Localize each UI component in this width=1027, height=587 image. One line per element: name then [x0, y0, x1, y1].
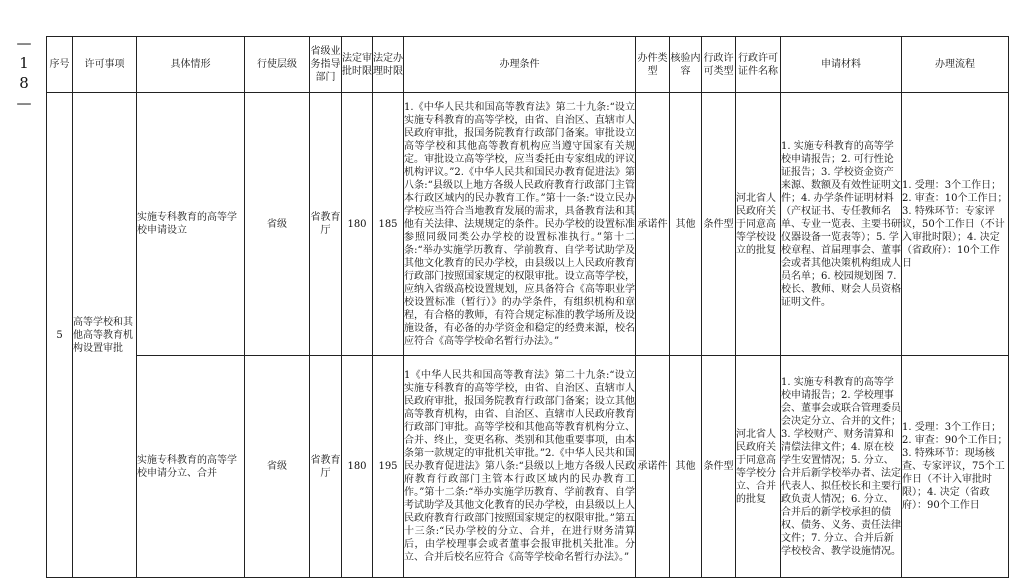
type-cell: 承诺件 [636, 93, 670, 356]
process-cell: 1. 受理：3个工作日；2. 审查：10个工作日；3. 特殊环节：专家评议，50个工作日（不计入审批时限）；4. 决定（省政府）：10个工作日 [902, 93, 1009, 356]
header-verify: 核验内容 [670, 37, 702, 93]
type-cell: 承诺件 [636, 356, 670, 578]
level-cell: 省级 [245, 93, 310, 356]
table-row [47, 356, 1009, 578]
header-legal-limit: 法定审批时限 [342, 37, 373, 93]
table-row [47, 93, 1009, 356]
item-cell: 高等学校和其他高等教育机构设置审批 [73, 93, 137, 578]
conditions-cell: 1.《中华人民共和国高等教育法》第二十九条:“设立实施专科教育的高等学校，由省、自治区、直辖市人民政府审批，报国务院教育行政部门备案。审批设立高等学校和其他高等教育机构应当遵守国家有关规定。审批设立高等学校，应当委托由专家组成的评议机构评议。”2.《中华人民共和国民办教育促进法》第八条:“县级以上地方各级人民政府教育行政部门主管本行政区域内的民办教育工作。”第十一条:“设立民办学校应当符合当地教育发展的需求，具备教育法和其他有关法律、法规规定的条件。民办学校的设置标准参照同级同类公办学校的设置标准执行。”第十二条:“举办实施学历教育、学前教育、自学考试助学及其他文化教育的民办学校，由县级以上人民政府教育行政部门按照国家规定的权限审批。设立高等学校，应纳入省级高校设置规划，应具备符合《高等职业学校设置标准（暂行）》的办学条件，有组织机构和章程，有合格的教师，有符合规定标准的教学场所及设施设备，有必备的办学资金和稳定的经费来源，校名应符合《高等学校命名暂行办法》。” [404, 93, 636, 356]
header-guide-dept: 省级业务指导部门 [310, 37, 342, 93]
header-type: 办件类型 [636, 37, 670, 93]
legal-limit-cell: 180 [342, 356, 373, 578]
verify-cell: 其他 [670, 93, 702, 356]
cert-cell: 河北省人民政府关于同意高等学校设立的批复 [736, 93, 781, 356]
process-cell: 1. 受理：3个工作日；2. 审查：90个工作日；3. 特殊环节：现场核查、专家评议，75个工作日（不计入审批时限）；4. 决定（省政府）：90个工作日 [902, 356, 1009, 578]
header-seq: 序号 [47, 37, 73, 93]
verify-cell: 其他 [670, 356, 702, 578]
conditions-cell: 1《中华人民共和国高等教育法》第二十九条:“设立实施专科教育的高等学校，由省、自治区、直辖市人民政府审批，报国务院教育行政部门备案；设立其他高等教育机构，由省、自治区、直辖市人民政府教育行政部门审批。高等学校和其他高等教育机构分立、合并、终止，变更名称、类别和其他重要事项，由本条第一款规定的审批机关审批。”2.《中华人民共和国民办教育促进法》第八条:“县级以上地方各级人民政府教育行政部门主管本行政区域内的民办教育工作。”第十二条:“举办实施学历教育、学前教育、自学考试助学及其他文化教育的民办学校，由县级以上人民政府教育行政部门按照国家规定的权限审批。”第五十三条:“民办学校的分立、合并，在进行财务清算后，由学校理事会或者董事会报审批机关批准。分立、合并后校名应符合《高等学校命名暂行办法》。” [404, 356, 636, 578]
header-cert-name: 行政许可证件名称 [736, 37, 781, 93]
header-level: 行使层级 [245, 37, 310, 93]
materials-cell: 1. 实施专科教育的高等学校申请报告；2. 学校理事会、董事会或联合管理委员会决定分立、合并的文件；3. 学校财产、财务清算和清偿法律文件；4. 原在校学生安置情况；5. 分立、合并后新学校举办者、法定代表人、拟任校长和主要行政负责人情况；6. 分立、合并后的新学校承担的债权、债务、义务、责任法律文件；7. 分立、合并后新学校校舍、教学设施情况。 [781, 356, 902, 578]
permit-table [46, 36, 1009, 578]
header-materials: 申请材料 [781, 37, 902, 93]
actual-limit-cell: 185 [373, 93, 404, 356]
materials-cell: 1. 实施专科教育的高等学校申请报告；2. 可行性论证报告；3. 学校资金资产来源、数额及有效性证明文件；4. 办学条件证明材料（产权证书、专任教师名单、专业一览表、主要书研仪器设备一览表等）；5. 学校章程、首届理事会、董事会或者其他决策机构组成人员名单；6. 校园规划图 7. 校长、教师、财会人员资格证明文件。 [781, 93, 902, 356]
actual-limit-cell: 195 [373, 356, 404, 578]
dept-cell: 省教育厅 [310, 356, 342, 578]
header-conditions: 办理条件 [404, 37, 636, 93]
header-process: 办理流程 [902, 37, 1009, 93]
header-admin-type: 行政许可类型 [702, 37, 736, 93]
situation-cell: 实施专科教育的高等学校申请分立、合并 [137, 356, 245, 578]
legal-limit-cell: 180 [342, 93, 373, 356]
header-situation: 具体情形 [137, 37, 245, 93]
level-cell: 省级 [245, 356, 310, 578]
header-item: 许可事项 [73, 37, 137, 93]
admin-type-cell: 条件型 [702, 356, 736, 578]
header-actual-limit: 法定办理时限 [373, 37, 404, 93]
situation-cell: 实施专科教育的高等学校申请设立 [137, 93, 245, 356]
seq-cell: 5 [47, 93, 73, 578]
dept-cell: 省教育厅 [310, 93, 342, 356]
cert-cell: 河北省人民政府关于同意高等学校分立、合并的批复 [736, 356, 781, 578]
page-number: —18— [15, 34, 33, 114]
header-row [47, 37, 1009, 93]
admin-type-cell: 条件型 [702, 93, 736, 356]
